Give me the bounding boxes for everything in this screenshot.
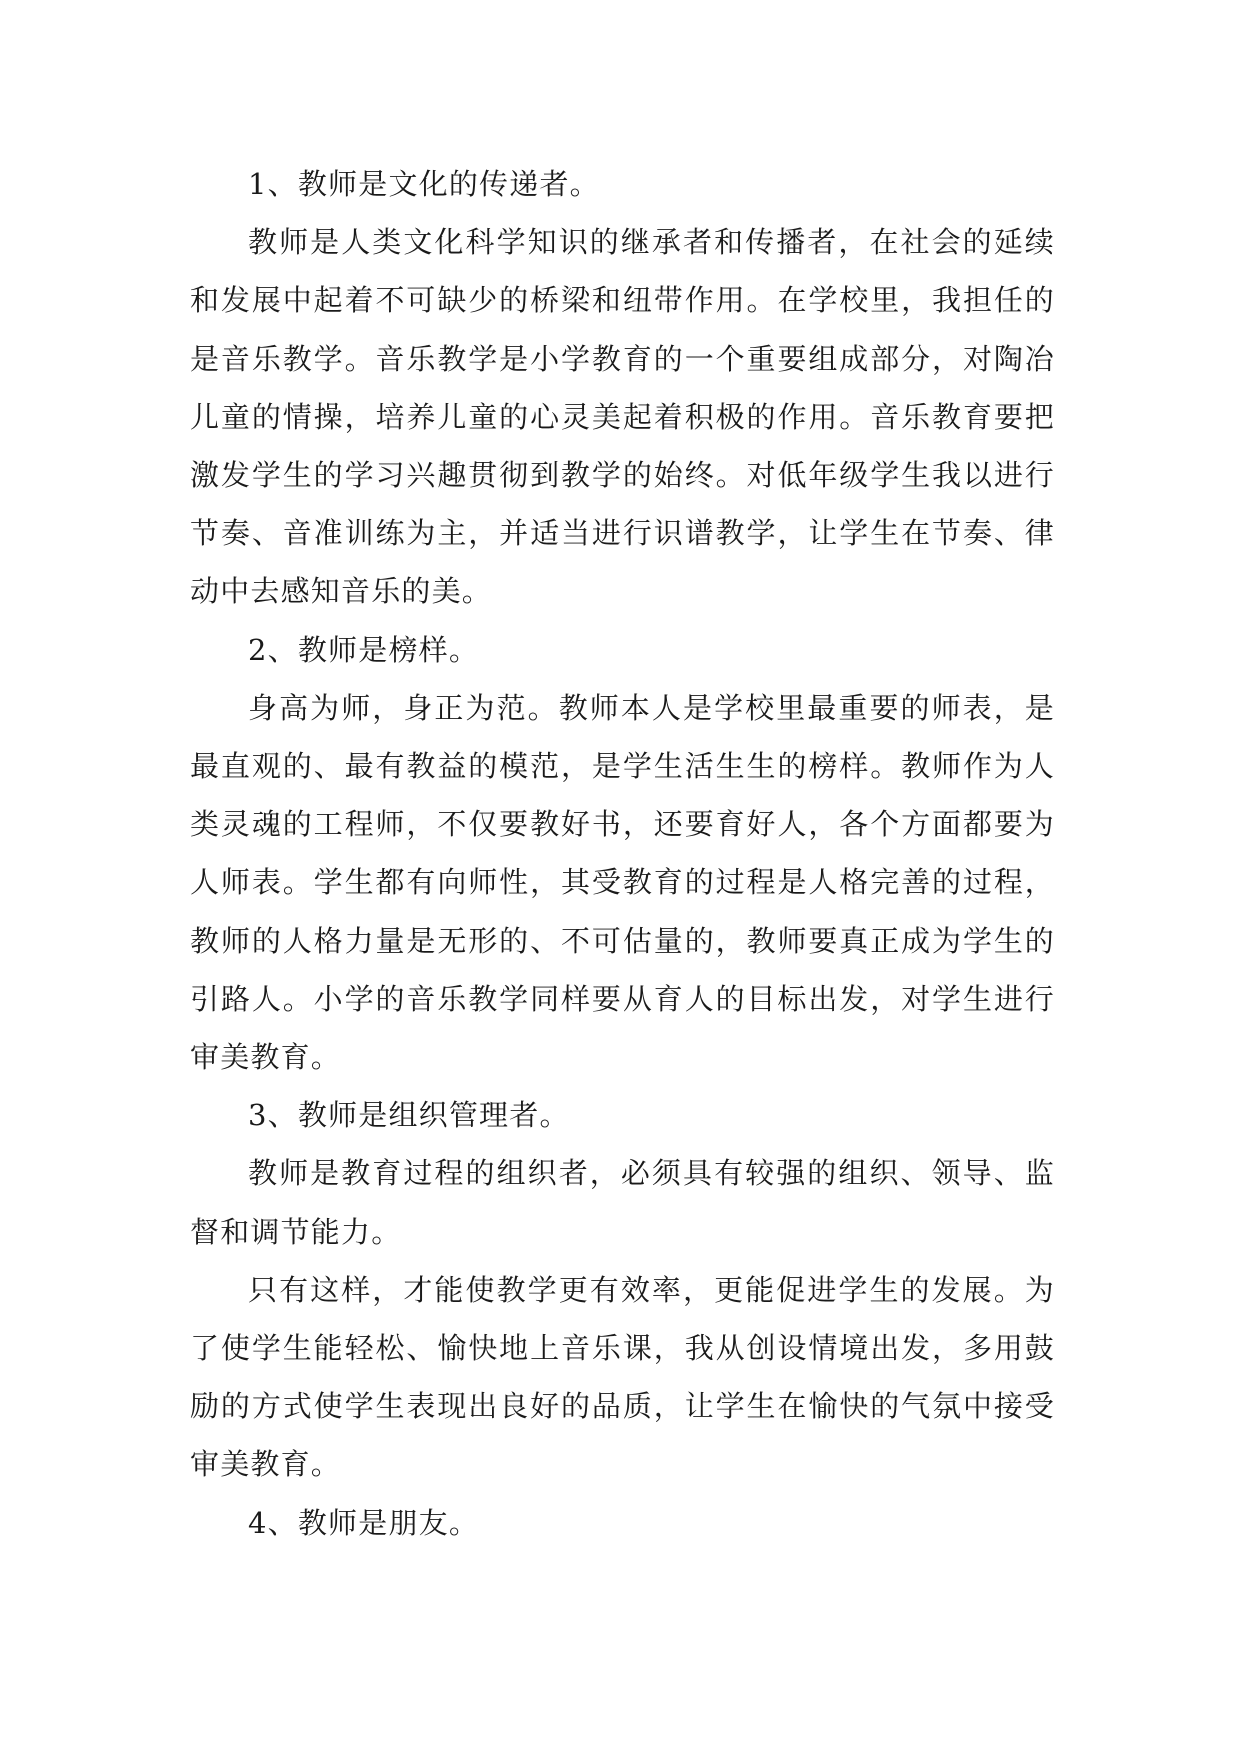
section-heading-4: 4、教师是朋友。 — [248, 1505, 480, 1540]
section-heading-2: 2、教师是榜样。 — [248, 632, 480, 667]
document-body — [190, 155, 1055, 1552]
paragraph-1: 教师是人类文化科学知识的继承者和传播者，在社会的延续和发展中起着不可缺少的桥梁和纽带作用。在学校里，我担任的是音乐教学。音乐教学是小学教育的一个重要组成部分，对陶冶儿童的情操，培养儿童的心灵美起着积极的作用。音乐教育要把激发学生的学习兴趣贯彻到教学的始终。对低年级学生我以进行节奏、音准训练为主，并适当进行识谱教学，让学生在节奏、律动中去感知音乐的美。 — [190, 225, 1055, 609]
paragraph-4: 只有这样，才能使教学更有效率，更能促进学生的发展。为了使学生能轻松、愉快地上音乐课，我从创设情境出发，多用鼓励的方式使学生表现出良好的品质，让学生在愉快的气氛中接受审美教育。 — [190, 1272, 1055, 1482]
section-heading-3: 3、教师是组织管理者。 — [248, 1098, 570, 1133]
section-heading-1: 1、教师是文化的传递者。 — [248, 167, 600, 201]
paragraph-2: 身高为师，身正为范。教师本人是学校里最重要的师表，是最直观的、最有教益的模范，是学生活生生的榜样。教师作为人类灵魂的工程师，不仅要教好书，还要育好人，各个方面都要为人师表。学生都有向师性，其受教育的过程是人格完善的过程，教师的人格力量是无形的、不可估量的，教师要真正成为学生的引路人。小学的音乐教学同样要从育人的目标出发，对学生进行审美教育。 — [190, 690, 1055, 1075]
paragraph-3: 教师是教育过程的组织者，必须具有较强的组织、领导、监督和调节能力。 — [190, 1156, 1055, 1249]
